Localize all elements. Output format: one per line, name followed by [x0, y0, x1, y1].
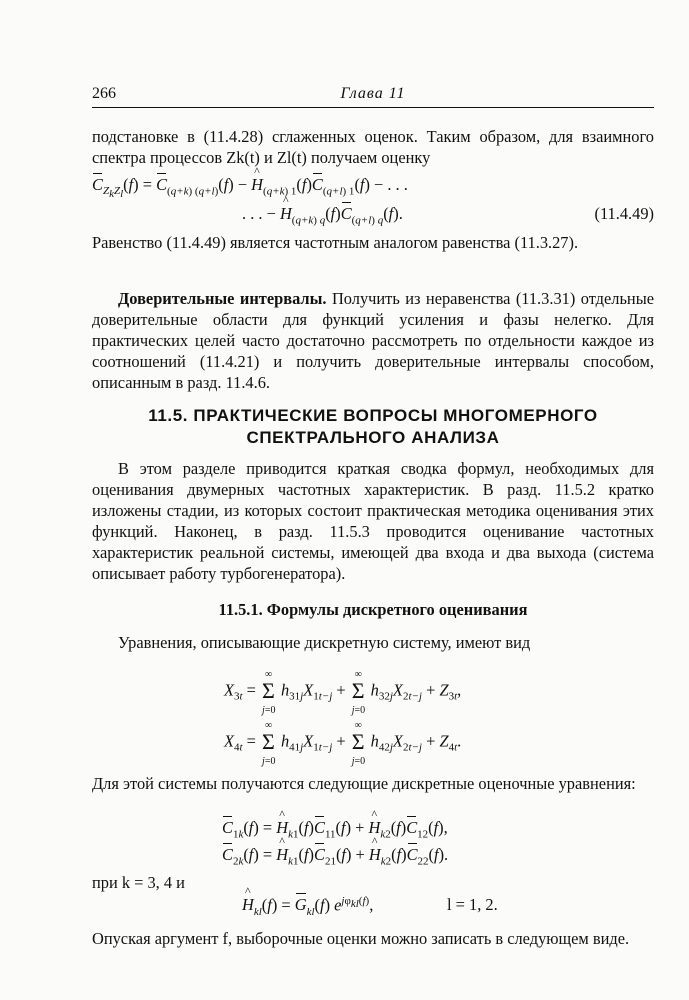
equation-hkl: ^ $H_{kl}(f) = G_{kl}(f)$ $e^{j\varphi_{kl}(f)}$, [242, 895, 373, 918]
equation-11-4-49-line1: $C_{Z_kZ_l}(f) = C_{(q+k) (q+l)}(f)$ − ^ $H_{(q+k) 1}(f)C_{(q+l) 1}(f)$ − . . . [92, 175, 408, 200]
equation-l-range: l = 1, 2. [447, 895, 498, 914]
paragraph-text: Опуская аргумент f, выборочные оценки можно записать в следующем виде. [92, 929, 630, 948]
paragraph-closing [92, 928, 654, 949]
paragraph-text: Для этой системы получаются следующие дискретные оценочные уравнения: [92, 774, 636, 793]
equation-c2k: $C_{2k}(f)$ = ^ $H_{k1}(f)C_{21}(f)$ + ^ $H_{k2}(f)C_{22}(f)$. [222, 845, 448, 867]
equation-x3t: $X_{3t}$ = ∞ Σ j=0 $h_{31j}X_{1t-j}$ + ∞ Σ j=0 $h_{32j}X_{2t-j} + Z_{3t}$, [224, 669, 462, 716]
paragraph-intro [92, 126, 654, 168]
paragraph-text: Уравнения, описывающие дискретную систему, имеют вид [118, 633, 531, 652]
section-title-line2: СПЕКТРАЛЬНОГО АНАЛИЗА [246, 428, 500, 447]
paragraph-lead: Доверительные интервалы. [118, 289, 327, 308]
paragraph-text: Получить из неравенства (11.3.31) отдельные доверительные области для функций усиления и фазы нелегко. Для практических целей часто достаточно рассмотреть по отдельности каждое из соотношений (11.4.21) и получить доверительные интервалы способом, описанным в разд. 11.4.6. [92, 289, 654, 392]
header-rule [92, 107, 654, 108]
running-head: Глава 11 [340, 85, 406, 102]
section-title [92, 405, 654, 449]
equation-c1k: $C_{1k}(f)$ = ^ $H_{k1}(f)C_{11}(f)$ + ^ $H_{k2}(f)C_{12}(f)$, [222, 818, 448, 840]
paragraph-section-intro [92, 458, 654, 584]
equation-x4t: $X_{4t}$ = ∞ Σ j=0 $h_{41j}X_{1t-j}$ + ∞ Σ j=0 $h_{42j}X_{2t-j} + Z_{4t}$. [224, 720, 462, 767]
paragraph-k-values: при k = 3, 4 и [92, 873, 185, 892]
paragraph-text: подстановке в (11.4.28) сглаженных оценок. Таким образом, для взаимного спектра процессов Zk(t) и Zl(t) получаем оценку [92, 127, 654, 167]
paragraph-confidence [92, 288, 654, 393]
subsection-title: 11.5.1. Формулы дискретного оценивания [218, 600, 528, 619]
section-title-line1: 11.5. ПРАКТИЧЕСКИЕ ВОПРОСЫ МНОГОМЕРНОГО [148, 406, 598, 425]
paragraph-equality [92, 232, 654, 253]
page-header [92, 80, 654, 106]
paragraph-text: Равенство (11.4.49) является частотным аналогом равенства (11.3.27). [92, 233, 579, 252]
page-number: 266 [92, 85, 116, 102]
equation-number: (11.4.49) [594, 204, 654, 223]
page [92, 80, 654, 948]
paragraph-system [92, 632, 654, 653]
equation-11-4-49-line2: . . . − ^ $H_{(q+k) q}(f)C_{(q+l) q}(f)$. [242, 204, 403, 226]
paragraph-text: В этом разделе приводится краткая сводка формул, необходимых для оценивания двумерных частотных характеристик. В разд. 11.5.2 кратко изложены стадии, из которых состоит практическая методика оценивания этих функций. Наконец, в разд. 11.5.3 проводится оценивание частотных характеристик реальной системы, имеющей два входа и два выхода (система описывает работу турбогенератора). [92, 459, 654, 583]
paragraph-estimation [92, 773, 654, 794]
